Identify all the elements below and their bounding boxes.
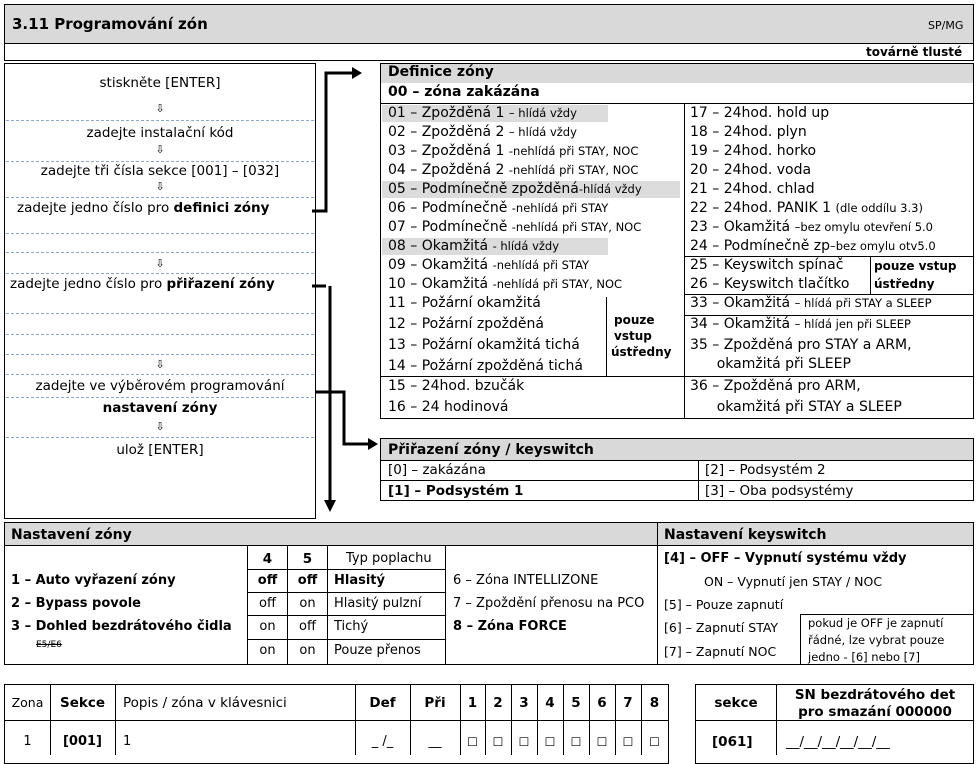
option-1: 1 – Auto vyřazení zóny [11, 573, 176, 588]
option-checkbox[interactable]: ☐ [622, 735, 634, 749]
sn-sekce-header: sekce [714, 695, 758, 711]
flow-step-options-bold: nastavení zóny [102, 400, 218, 416]
nastaveni-title: Nastavení zóny [11, 527, 132, 543]
option-checkbox[interactable]: ☐ [492, 735, 504, 749]
option-7: 7 – Zpoždění přenosu na PCO [453, 596, 645, 611]
bit-5-value: on [299, 596, 316, 611]
table-header-cell: Při [424, 695, 446, 711]
zone-type-item: 09 – Okamžitá -nehlídá při STAY [388, 257, 590, 273]
table-cell[interactable]: _ /_ [371, 734, 394, 749]
flow-step-enter: stiskněte [ENTER] [99, 75, 221, 91]
zone-type-item: 03 – Zpožděná 1 -nehlídá při STAY, NOC [388, 143, 639, 159]
col-5-header: 5 [302, 551, 313, 567]
option-checkbox[interactable]: ☐ [570, 735, 582, 749]
zone-type-item: 17 – 24hod. hold up [690, 105, 830, 121]
flow-step-save: ulož [ENTER] [116, 442, 204, 458]
zone-type-item: okamžitá při SLEEP [690, 356, 851, 372]
zone-type-item: 20 – 24hod. voda [690, 162, 812, 178]
assign-option-3: [3] – Oba podsystémy [705, 483, 854, 499]
col-4-header: 4 [262, 551, 273, 567]
zone-type-item: 15 – 24hod. bzučák [388, 378, 525, 394]
assign-option-1: [1] – Podsystém 1 [388, 483, 524, 499]
subtitle: továrně tlusté [866, 45, 963, 59]
bit-4-value: on [259, 619, 276, 634]
pouze-vstup-r1: pouze vstup [874, 259, 957, 273]
zone-type-item: 34 – Okamžitá – hlídá jen při SLEEP [690, 316, 911, 332]
bit-4-value: off [259, 596, 276, 611]
table-cell[interactable]: 1 [123, 734, 132, 749]
table-header-cell: 4 [545, 695, 555, 711]
zone-type-item: 23 – Okamžitá –bez omylu otevření 5.0 [690, 219, 933, 235]
flow-arrow: ⇩ [155, 102, 165, 115]
table-header-cell: Popis / zóna v klávesnici [123, 695, 287, 711]
bit-4-value: off [257, 573, 278, 588]
bit-5-value: on [299, 643, 316, 658]
bit-5-value: off [297, 573, 318, 588]
alarm-type: Hlasitý pulzní [334, 596, 422, 611]
sn-sekce-value: [061] [712, 734, 753, 750]
flow-step-assignment: zadejte jedno číslo pro přiřazení zóny [10, 276, 275, 292]
flow-step-section: zadejte tři čísla sekce [001] – [032] [40, 163, 280, 179]
flow-arrow: ⇩ [155, 420, 165, 433]
definice-title: Definice zóny [388, 64, 494, 80]
zone-type-item: 26 – Keyswitch tlačítko [690, 276, 850, 292]
keyswitch-opt-7: [7] – Zapnutí NOC [664, 644, 777, 659]
flow-arrow: ⇩ [155, 180, 165, 193]
flow-arrow: ⇩ [155, 358, 165, 371]
table-header-cell: Zona [11, 695, 44, 710]
doc-code: SP/MG [928, 19, 964, 32]
zone-type-item: 16 – 24 hodinová [388, 399, 509, 415]
zone-type-item: 11 – Požární okamžitá [388, 295, 541, 311]
zone-type-item: 06 – Podmínečně -nehlídá při STAY [388, 200, 609, 216]
option-2: 2 – Bypass povole [11, 596, 141, 611]
flow-arrow: ⇩ [155, 143, 165, 156]
pouze-vstup-2: vstup [614, 329, 652, 343]
table-header-cell: 1 [467, 695, 478, 711]
zone-type-item: 08 – Okamžitá - hlídá vždy [388, 238, 560, 254]
table-cell[interactable]: __ [428, 734, 442, 749]
keyswitch-note-1: pokud je OFF je zapnutí [808, 616, 944, 630]
zone-type-item: 01 – Zpožděná 1 – hlídá vždy [388, 105, 577, 121]
zone-disabled: 00 – zóna zakázána [388, 84, 540, 100]
zone-type-item: 04 – Zpožděná 2 -nehlídá při STAY, NOC [388, 162, 639, 178]
zone-type-item: 22 – 24hod. PANIK 1 (dle oddílu 3.3) [690, 200, 923, 216]
flow-step-definition: zadejte jedno číslo pro definici zóny [17, 200, 270, 216]
table-cell: 1 [23, 734, 32, 749]
prirazeni-title: Přiřazení zóny / keyswitch [388, 442, 594, 458]
keyswitch-title: Nastavení keyswitch [664, 527, 827, 543]
bit-5-value: off [299, 619, 316, 634]
sn-header-1: SN bezdrátového det [794, 687, 956, 703]
table-header-cell: Sekce [59, 695, 105, 711]
zone-type-item: 33 – Okamžitá – hlídá při STAY a SLEEP [690, 295, 932, 311]
table-header-cell: 6 [597, 695, 607, 711]
assign-option-0: [0] – zakázána [388, 462, 486, 478]
keyswitch-opt-5: [5] – Pouze zapnutí [664, 597, 784, 612]
pouze-vstup-3: ústředny [611, 345, 672, 359]
zone-type-item: 25 – Keyswitch spínač [690, 257, 844, 273]
option-checkbox[interactable]: ☐ [649, 735, 660, 749]
zone-type-item: 21 – 24hod. chlad [690, 181, 815, 197]
zone-type-item: 19 – 24hod. horko [690, 143, 817, 159]
table-header-cell: 5 [571, 695, 581, 711]
keyswitch-opt-4: [4] – OFF – Vypnutí systému vždy [664, 551, 907, 566]
zone-type-item: 07 – Podmínečně -nehlídá při STAY, NOC [388, 219, 642, 235]
zone-type-item: 24 – Podmínečně zp–bez omylu otv5.0 [690, 238, 936, 254]
option-checkbox[interactable]: ☐ [467, 735, 478, 749]
keyswitch-note-3: jedno - [6] nebo [7] [808, 650, 920, 664]
zone-type-item: 14 – Požární zpožděná tichá [388, 358, 583, 374]
typ-header: Typ poplachu [346, 551, 432, 566]
table-header-cell: 8 [649, 695, 660, 711]
keyswitch-opt-4-on: ON – Vypnutí jen STAY / NOC [704, 574, 883, 589]
table-header-cell: 7 [623, 695, 633, 711]
option-8: 8 – Zóna FORCE [453, 619, 567, 634]
alarm-type: Tichý [334, 619, 369, 634]
zone-type-item: 13 – Požární okamžitá tichá [388, 337, 580, 353]
zone-type-item: 05 – Podmínečně zpožděná-hlídá vždy [388, 181, 642, 197]
alarm-type: Hlasitý [334, 573, 385, 588]
option-checkbox[interactable]: ☐ [596, 735, 608, 749]
pouze-vstup-r2: ústředny [874, 277, 935, 291]
flow-step-options: zadejte ve výběrovém programování [35, 378, 285, 394]
flow-step-code: zadejte instalační kód [86, 125, 234, 141]
pouze-vstup-1: pouze [614, 313, 655, 327]
zone-type-item: 35 – Zpožděná pro STAY a ARM, [690, 337, 912, 353]
table-header-cell: Def [369, 695, 396, 711]
bit-4-value: on [259, 643, 276, 658]
zone-type-item: 12 – Požární zpožděná [388, 316, 544, 332]
zone-type-item: 36 – Zpožděná pro ARM, [690, 378, 861, 394]
sn-value-input[interactable]: __/__/__/__/__/__ [786, 734, 890, 750]
keyswitch-note-2: řádné, lze vybrat pouze [808, 633, 945, 647]
assign-option-2: [2] – Podsystém 2 [705, 462, 826, 478]
zone-type-item: okamžitá při STAY a SLEEP [690, 399, 902, 415]
option-3: 3 – Dohled bezdrátového čidla [11, 619, 232, 634]
alarm-type: Pouze přenos [334, 643, 421, 658]
sn-header-2: pro smazání 000000 [798, 704, 952, 720]
table-cell: [001] [62, 734, 103, 749]
flow-arrow: ⇩ [155, 257, 165, 270]
table-col-divider [115, 685, 116, 755]
option-checkbox[interactable]: ☐ [518, 735, 530, 749]
zone-type-item: 10 – Okamžitá -nehlídá při STAY, NOC [388, 276, 623, 292]
table-header-cell: 2 [493, 695, 503, 711]
option-3-sub: E5/E6 [36, 640, 62, 650]
table-header-cell: 3 [519, 695, 529, 711]
option-6: 6 – Zóna INTELLIZONE [453, 573, 599, 588]
zone-type-item: 02 – Zpožděná 2 – hlídá vždy [388, 124, 577, 140]
keyswitch-opt-6: [6] – Zapnutí STAY [664, 620, 779, 635]
page-title: 3.11 Programování zón [12, 15, 208, 33]
option-checkbox[interactable]: ☐ [544, 735, 556, 749]
zone-type-item: 18 – 24hod. plyn [690, 124, 807, 140]
